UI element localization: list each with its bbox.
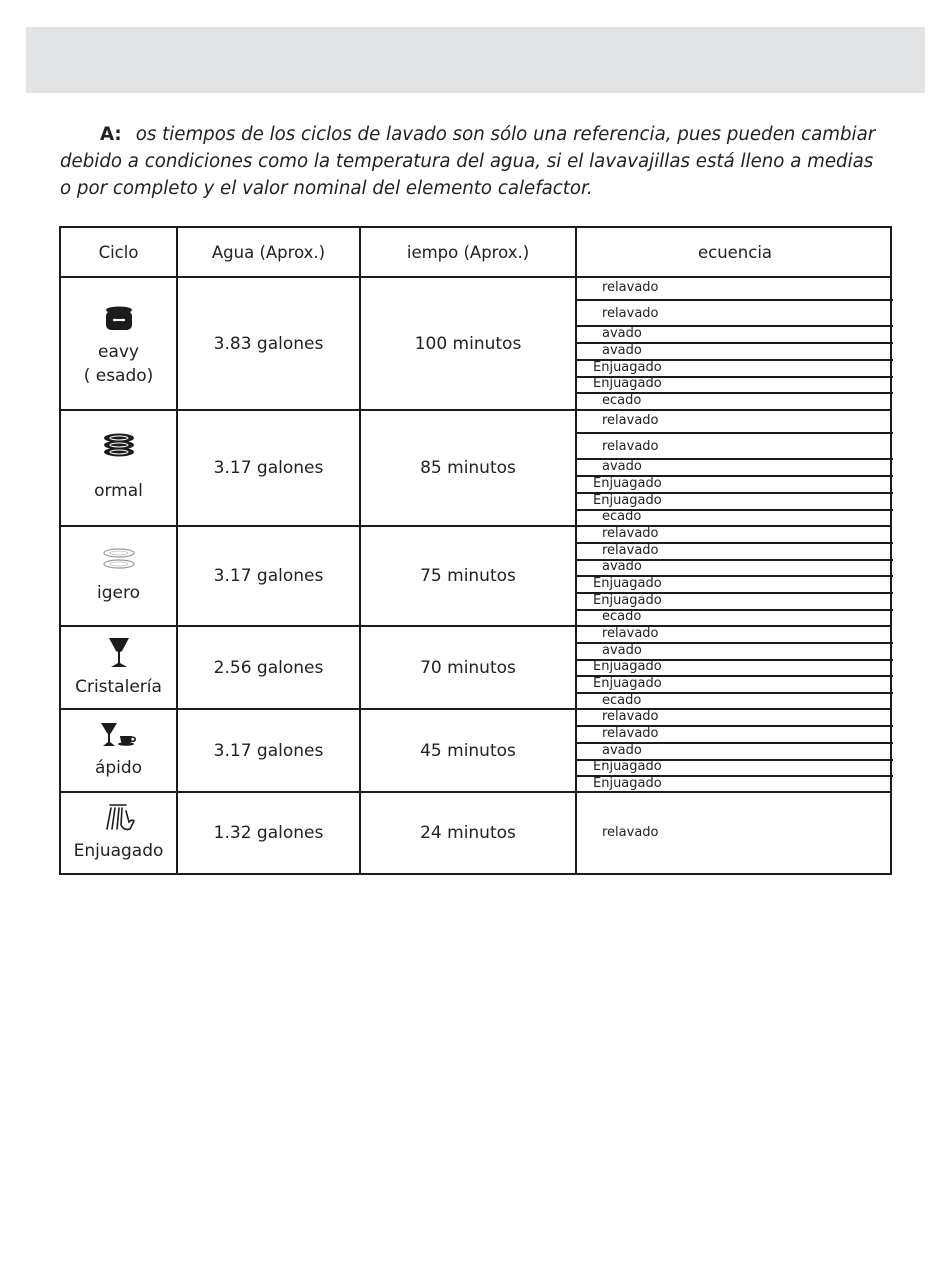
sequence-step: relavado [602, 626, 659, 641]
time-cell: 85 minutos [420, 458, 516, 478]
sequence-step: Enjuagado [593, 576, 662, 591]
water-cell: 1.32 galones [213, 823, 324, 843]
sequence-step: relavado [602, 439, 659, 454]
cycle-name: ápido [94, 757, 143, 778]
sequence-step: relavado [602, 825, 659, 840]
cycle-cell [61, 710, 176, 791]
header-ciclo: Ciclo [98, 242, 139, 262]
sequence-divider [577, 299, 893, 301]
water-cell: 3.17 galones [213, 740, 324, 761]
sequence-step: relavado [602, 280, 659, 295]
time-cell: 45 minutos [420, 740, 516, 761]
sequence-step: avado [602, 643, 642, 658]
rinse-hand-icon [102, 803, 136, 839]
sequence-step: Enjuagado [593, 776, 662, 791]
stacked-plates-icon [102, 433, 136, 465]
sequence-step: ecado [602, 393, 642, 408]
light-plates-icon [102, 547, 136, 577]
sequence-step: Enjuagado [593, 493, 662, 508]
glass-and-cup-icon [100, 722, 138, 754]
sequence-step: relavado [602, 306, 659, 321]
header-bar [26, 27, 925, 93]
sequence-step: ecado [602, 609, 642, 624]
sequence-step: avado [602, 559, 642, 574]
cycle-name: ormal [94, 481, 143, 501]
note-text: os tiempos de los ciclos de lavado son sólo una referencia, pues pueden cambiar debido a condiciones como la temperatura del agua, si el lavavajillas está lleno a medias o por completo y el valor nominal del elemento calefactor. [60, 124, 876, 199]
header-secuencia: ecuencia [697, 242, 773, 262]
sequence-step: Enjuagado [593, 593, 662, 608]
time-cell: 70 minutos [420, 657, 516, 678]
sequence-step: avado [602, 343, 642, 358]
time-cell: 75 minutos [420, 566, 516, 586]
sequence-step: Enjuagado [593, 676, 662, 691]
time-cell: 24 minutos [420, 823, 516, 843]
cycle-cell [61, 411, 176, 525]
sequence-step: relavado [602, 526, 659, 541]
time-cell: 100 minutos [414, 333, 522, 354]
cycle-cell [61, 627, 176, 708]
water-cell: 3.17 galones [213, 566, 324, 586]
sequence-step: avado [602, 459, 642, 474]
cycle-cell [61, 527, 176, 625]
cycle-name: igero [97, 583, 140, 603]
sequence-step: Enjuagado [593, 360, 662, 375]
sequence-column [577, 228, 893, 873]
cycle-name: Enjuagado [73, 841, 164, 861]
heavy-pot-icon [104, 304, 134, 340]
cycle-name-sub: ( esado) [83, 365, 154, 386]
cycle-cell [61, 793, 176, 873]
sequence-step: relavado [602, 543, 659, 558]
sequence-step: ecado [602, 509, 642, 524]
sequence-step: avado [602, 743, 642, 758]
sequence-step: Enjuagado [593, 476, 662, 491]
cycle-name: Cristalería [75, 676, 162, 697]
wine-glass-icon [107, 637, 131, 675]
cycle-name: eavy [98, 341, 139, 362]
note-label: A: [100, 124, 122, 145]
sequence-step: relavado [602, 709, 659, 724]
cycle-table [59, 226, 892, 875]
sequence-divider [577, 432, 893, 434]
sequence-step: relavado [602, 413, 659, 428]
header-tiempo: iempo (Aprox.) [406, 242, 530, 262]
water-cell: 2.56 galones [213, 657, 324, 678]
cycle-cell [61, 278, 176, 411]
sequence-step: relavado [602, 726, 659, 741]
water-cell: 3.17 galones [213, 458, 324, 478]
sequence-step: ecado [602, 693, 642, 708]
sequence-step: avado [602, 326, 642, 341]
header-agua: Agua (Aprox.) [211, 242, 326, 262]
sequence-step: Enjuagado [593, 659, 662, 674]
sequence-step: Enjuagado [593, 376, 662, 391]
water-cell: 3.83 galones [213, 333, 324, 354]
note-paragraph [60, 121, 890, 202]
sequence-step: Enjuagado [593, 759, 662, 774]
